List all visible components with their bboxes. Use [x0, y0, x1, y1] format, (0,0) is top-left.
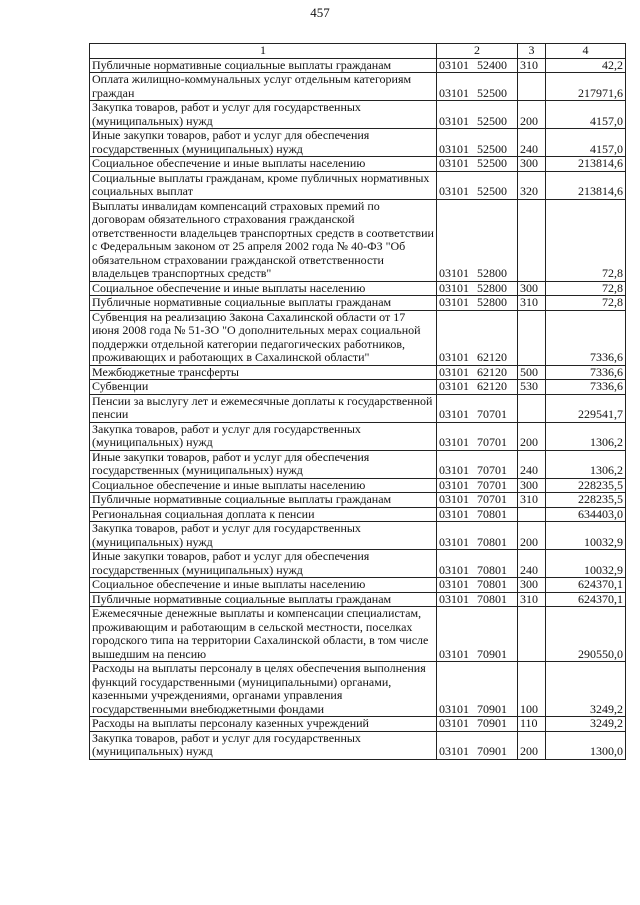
row-code-direction: 62120 — [477, 379, 507, 393]
row-description: Иные закупки товаров, работ и услуг для обеспечения государственных (муниципальных) нужд — [90, 550, 437, 578]
row-description: Социальные выплаты гражданам, кроме публичных нормативных социальных выплат — [90, 171, 437, 199]
table-row — [90, 199, 626, 281]
row-expense-type: 300 — [518, 157, 546, 172]
row-target-code — [437, 578, 518, 593]
row-target-code — [437, 592, 518, 607]
row-description: Иные закупки товаров, работ и услуг для обеспечения государственных (муниципальных) нужд — [90, 450, 437, 478]
row-expense-type: 110 — [518, 717, 546, 732]
table-row — [90, 607, 626, 662]
table-row — [90, 493, 626, 508]
row-code-program: 03101 — [439, 646, 469, 661]
row-code-direction: 70701 — [477, 478, 507, 492]
row-target-code — [437, 171, 518, 199]
row-target-code — [437, 73, 518, 101]
row-code-program: 03101 — [439, 113, 469, 128]
row-expense-type — [518, 199, 546, 281]
row-code-direction: 70801 — [477, 534, 507, 549]
table-row — [90, 478, 626, 493]
row-target-code — [437, 380, 518, 395]
table-row — [90, 450, 626, 478]
row-amount: 10032,9 — [546, 522, 626, 550]
table-row — [90, 101, 626, 129]
table-row — [90, 310, 626, 365]
row-code-program: 03101 — [439, 562, 469, 577]
row-target-code — [437, 296, 518, 311]
page-number: 457 — [310, 5, 330, 20]
row-expense-type: 200 — [518, 522, 546, 550]
row-code-program: 03101 — [439, 58, 469, 72]
row-description: Выплаты инвалидам компенсаций страховых премий по договорам обязательного страхования гражданской ответственности владельцев транспортных средств в соответствии с Федеральным законом от 25 апреля 2002 года № 40-ФЗ "Об обязательном страховании гражданской ответственности владельцев транспортных средств" — [90, 199, 437, 281]
row-code-program: 03101 — [439, 716, 469, 730]
table-row — [90, 731, 626, 759]
row-code-direction: 70801 — [477, 562, 507, 577]
table-row — [90, 507, 626, 522]
row-description: Субвенция на реализацию Закона Сахалинской области от 17 июня 2008 года № 51-ЗО "О дополнительных мерах социальной поддержки отдельной категории педагогических работников, проживающих и работающих в Сахалинской области" — [90, 310, 437, 365]
row-amount: 1300,0 — [546, 731, 626, 759]
row-expense-type: 200 — [518, 731, 546, 759]
row-target-code — [437, 199, 518, 281]
row-code-program: 03101 — [439, 463, 469, 477]
row-target-code — [437, 662, 518, 717]
row-code-program: 03101 — [439, 184, 469, 198]
row-expense-type: 300 — [518, 478, 546, 493]
row-amount: 1306,2 — [546, 422, 626, 450]
table-row — [90, 171, 626, 199]
row-amount: 4157,0 — [546, 101, 626, 129]
row-description: Оплата жилищно-коммунальных услуг отдельным категориям граждан — [90, 73, 437, 101]
row-expense-type: 530 — [518, 380, 546, 395]
row-target-code — [437, 422, 518, 450]
row-target-code — [437, 310, 518, 365]
row-target-code — [437, 157, 518, 172]
row-code-direction: 52500 — [477, 184, 507, 198]
row-code-direction: 52500 — [477, 85, 507, 100]
row-amount: 4157,0 — [546, 129, 626, 157]
column-header-description: 1 — [90, 44, 437, 59]
row-description: Социальное обеспечение и иные выплаты населению — [90, 578, 437, 593]
row-target-code — [437, 450, 518, 478]
row-code-direction: 70701 — [477, 463, 507, 477]
row-expense-type: 310 — [518, 493, 546, 508]
table-row — [90, 129, 626, 157]
row-description: Закупка товаров, работ и услуг для государственных (муниципальных) нужд — [90, 522, 437, 550]
budget-table — [89, 43, 626, 760]
table-row — [90, 365, 626, 380]
row-amount: 10032,9 — [546, 550, 626, 578]
row-amount: 624370,1 — [546, 592, 626, 607]
row-expense-type: 310 — [518, 592, 546, 607]
row-amount: 7336,6 — [546, 365, 626, 380]
row-expense-type: 200 — [518, 101, 546, 129]
row-description: Расходы на выплаты персоналу в целях обеспечения выполнения функций государственными (муниципальными) органами, казенными учреждениями, органами управления государственными внебюджетными фондами — [90, 662, 437, 717]
row-code-program: 03101 — [439, 577, 469, 591]
table-row — [90, 550, 626, 578]
row-description: Закупка товаров, работ и услуг для государственных (муниципальных) нужд — [90, 731, 437, 759]
table-row — [90, 380, 626, 395]
row-amount: 72,8 — [546, 199, 626, 281]
row-amount: 217971,6 — [546, 73, 626, 101]
row-code-direction: 70901 — [477, 716, 507, 730]
row-description: Региональная социальная доплата к пенсии — [90, 507, 437, 522]
column-header-amount: 4 — [546, 44, 626, 59]
row-expense-type: 240 — [518, 550, 546, 578]
row-code-direction: 70801 — [477, 592, 507, 606]
row-amount: 624370,1 — [546, 578, 626, 593]
row-expense-type — [518, 607, 546, 662]
table-row — [90, 662, 626, 717]
row-code-direction: 52400 — [477, 58, 507, 72]
row-expense-type: 310 — [518, 58, 546, 73]
row-target-code — [437, 58, 518, 73]
column-header-code: 2 — [437, 44, 518, 59]
row-description: Социальное обеспечение и иные выплаты населению — [90, 281, 437, 296]
table-row — [90, 717, 626, 732]
row-expense-type — [518, 73, 546, 101]
row-code-program: 03101 — [439, 492, 469, 506]
row-code-program: 03101 — [439, 744, 469, 758]
row-description: Межбюджетные трансферты — [90, 365, 437, 380]
row-target-code — [437, 507, 518, 522]
row-code-direction: 70801 — [477, 507, 507, 521]
row-expense-type: 300 — [518, 281, 546, 296]
row-code-direction: 70701 — [477, 492, 507, 506]
row-amount: 634403,0 — [546, 507, 626, 522]
row-expense-type: 310 — [518, 296, 546, 311]
row-expense-type: 200 — [518, 422, 546, 450]
row-target-code — [437, 101, 518, 129]
row-code-direction: 70801 — [477, 577, 507, 591]
row-code-program: 03101 — [439, 85, 469, 100]
row-expense-type: 240 — [518, 450, 546, 478]
row-amount: 213814,6 — [546, 157, 626, 172]
row-code-program: 03101 — [439, 534, 469, 549]
row-expense-type: 500 — [518, 365, 546, 380]
table-row — [90, 522, 626, 550]
row-code-program: 03101 — [439, 266, 469, 280]
row-code-program: 03101 — [439, 507, 469, 521]
row-code-direction: 70901 — [477, 646, 507, 661]
row-code-program: 03101 — [439, 407, 469, 421]
table-row — [90, 157, 626, 172]
row-code-direction: 62120 — [477, 350, 507, 364]
row-code-direction: 70701 — [477, 407, 507, 421]
row-code-program: 03101 — [439, 141, 469, 156]
table-row — [90, 296, 626, 311]
row-expense-type: 240 — [518, 129, 546, 157]
row-code-program: 03101 — [439, 281, 469, 295]
row-code-program: 03101 — [439, 295, 469, 309]
row-code-direction: 70901 — [477, 701, 507, 716]
row-amount: 3249,2 — [546, 662, 626, 717]
row-target-code — [437, 365, 518, 380]
row-code-direction: 52500 — [477, 156, 507, 170]
row-description: Иные закупки товаров, работ и услуг для обеспечения государственных (муниципальных) нужд — [90, 129, 437, 157]
row-amount: 72,8 — [546, 296, 626, 311]
row-expense-type: 320 — [518, 171, 546, 199]
row-description: Расходы на выплаты персоналу казенных учреждений — [90, 717, 437, 732]
row-code-direction: 52500 — [477, 113, 507, 128]
row-target-code — [437, 493, 518, 508]
row-target-code — [437, 394, 518, 422]
row-amount: 229541,7 — [546, 394, 626, 422]
row-description: Закупка товаров, работ и услуг для государственных (муниципальных) нужд — [90, 101, 437, 129]
table-row — [90, 58, 626, 73]
row-target-code — [437, 550, 518, 578]
row-code-program: 03101 — [439, 365, 469, 379]
row-expense-type — [518, 310, 546, 365]
row-expense-type: 100 — [518, 662, 546, 717]
table-header-row — [90, 44, 626, 59]
table-row — [90, 422, 626, 450]
row-code-direction: 70901 — [477, 744, 507, 758]
row-description: Социальное обеспечение и иные выплаты населению — [90, 157, 437, 172]
row-expense-type — [518, 394, 546, 422]
table-row — [90, 592, 626, 607]
row-description: Закупка товаров, работ и услуг для государственных (муниципальных) нужд — [90, 422, 437, 450]
row-amount: 228235,5 — [546, 493, 626, 508]
row-description: Социальное обеспечение и иные выплаты населению — [90, 478, 437, 493]
row-code-program: 03101 — [439, 156, 469, 170]
row-code-program: 03101 — [439, 592, 469, 606]
table-row — [90, 394, 626, 422]
table-row — [90, 578, 626, 593]
row-amount: 7336,6 — [546, 310, 626, 365]
row-description: Публичные нормативные социальные выплаты гражданам — [90, 592, 437, 607]
row-amount: 213814,6 — [546, 171, 626, 199]
table-row — [90, 73, 626, 101]
row-description: Субвенции — [90, 380, 437, 395]
row-description: Ежемесячные денежные выплаты и компенсации специалистам, проживающим и работающим в сельской местности, поселках городского типа на территории Сахалинской области, в том числе вышедшим на пенсию — [90, 607, 437, 662]
row-code-program: 03101 — [439, 435, 469, 449]
row-amount: 228235,5 — [546, 478, 626, 493]
table-row — [90, 281, 626, 296]
row-code-program: 03101 — [439, 701, 469, 716]
row-expense-type: 300 — [518, 578, 546, 593]
column-header-expense-type: 3 — [518, 44, 546, 59]
row-description: Пенсии за выслугу лет и ежемесячные доплаты к государственной пенсии — [90, 394, 437, 422]
row-target-code — [437, 522, 518, 550]
row-code-direction: 70701 — [477, 435, 507, 449]
row-code-direction: 52800 — [477, 281, 507, 295]
row-amount: 7336,6 — [546, 380, 626, 395]
row-code-direction: 62120 — [477, 365, 507, 379]
row-amount: 1306,2 — [546, 450, 626, 478]
row-amount: 3249,2 — [546, 717, 626, 732]
row-code-direction: 52800 — [477, 266, 507, 280]
row-target-code — [437, 717, 518, 732]
row-description: Публичные нормативные социальные выплаты гражданам — [90, 493, 437, 508]
row-target-code — [437, 129, 518, 157]
row-expense-type — [518, 507, 546, 522]
row-amount: 42,2 — [546, 58, 626, 73]
row-target-code — [437, 478, 518, 493]
row-target-code — [437, 281, 518, 296]
row-description: Публичные нормативные социальные выплаты гражданам — [90, 296, 437, 311]
row-target-code — [437, 607, 518, 662]
row-description: Публичные нормативные социальные выплаты гражданам — [90, 58, 437, 73]
row-code-program: 03101 — [439, 478, 469, 492]
row-code-direction: 52800 — [477, 295, 507, 309]
row-code-program: 03101 — [439, 379, 469, 393]
row-code-program: 03101 — [439, 350, 469, 364]
row-target-code — [437, 731, 518, 759]
row-amount: 290550,0 — [546, 607, 626, 662]
row-code-direction: 52500 — [477, 141, 507, 156]
row-amount: 72,8 — [546, 281, 626, 296]
